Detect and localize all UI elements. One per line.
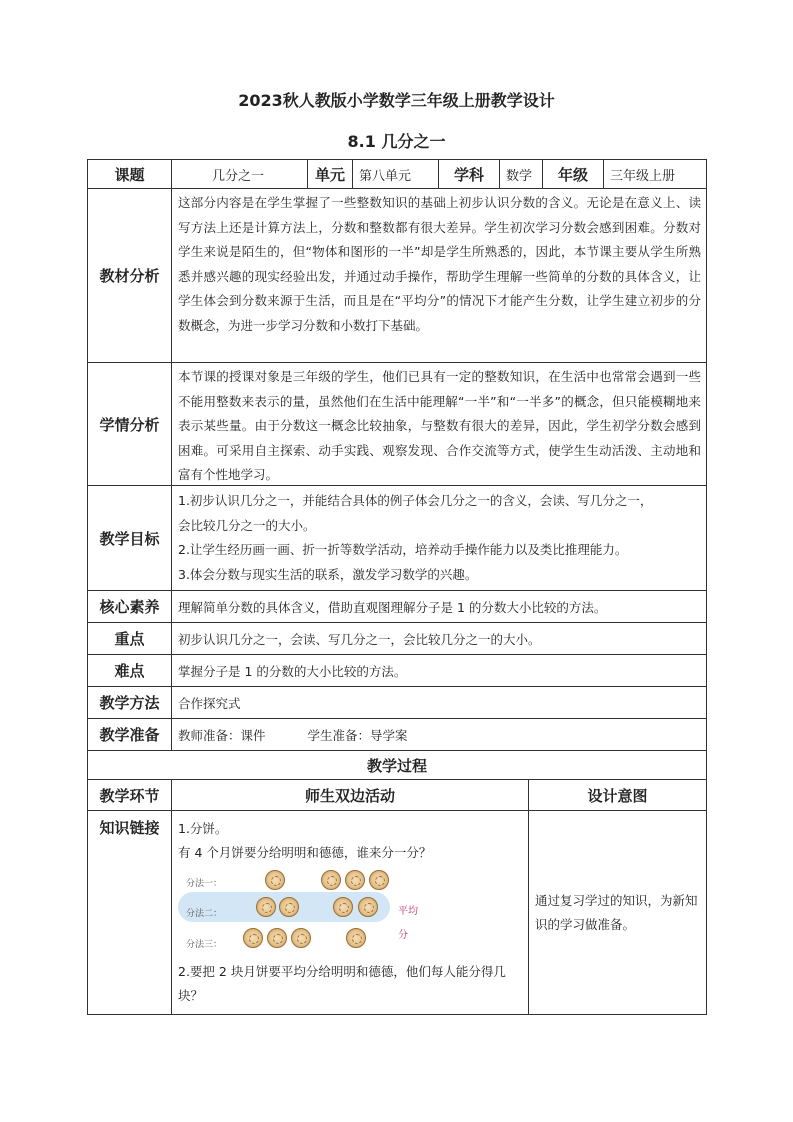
goal-line: 会比较几分之一的大小。	[178, 517, 316, 533]
grade-value: 三年级上册	[603, 159, 707, 189]
process-heading-row	[87, 750, 707, 780]
mooncake-icon	[267, 928, 287, 948]
method-text: 合作探究式	[171, 686, 707, 719]
mooncake-icon	[333, 897, 353, 917]
difficulty-text: 掌握分子是 1 的分数的大小比较的方法。	[171, 654, 707, 687]
process-row	[87, 810, 707, 1015]
prep-row	[87, 718, 707, 751]
goals-list	[171, 485, 707, 591]
prep-label: 教学准备	[87, 718, 172, 751]
students-text: 本节课的授课对象是三年级的学生，他们已具有一定的整数知识，在生活中也常常会遇到一些不能用整数来表示的量，虽然他们在生活中能理解“一半”和“一半多”的概念，但只能模糊地来表示某些量。由于分数这一概念比较抽象，与整数有很大的差异，因此，学生初学分数会感到困难。可采用自主探索、动手实践、观察发现、合作交流等方式，使学生生动活泼、主动地和富有个性地学习。	[171, 362, 707, 486]
activity-question: 2.要把 2 块月饼要平均分给明明和德德，他们每人能分得几块？	[178, 964, 506, 1003]
activity-item: 1.分饼。	[178, 821, 228, 836]
unit-value: 第八单元	[352, 159, 439, 189]
activity-column-header: 师生双边活动	[171, 779, 529, 811]
process-heading: 教学过程	[87, 750, 707, 780]
material-row	[87, 188, 707, 363]
goal-line: 2.让学生经历画一画、折一折等数学活动，培养动手操作能力以及类比推理能力。	[178, 542, 628, 557]
literacy-label: 核心素养	[87, 590, 172, 623]
mooncake-icon	[345, 870, 365, 890]
difficulty-label: 难点	[87, 654, 172, 687]
key-label: 重点	[87, 622, 172, 655]
material-text: 这部分内容是在学生掌握了一些整数知识的基础上初步认识分数的含义。无论是在意义上、读写方法上还是计算方法上，分数和整数都有很大差异。学生初次学习分数会感到困难。分数对学生来说是陌生的，但“物体和图形的一半”却是学生所熟悉的，因此，本节课主要从学生所熟悉并感兴趣的现实经验出发，并通过动手操作，帮助学生理解一些简单的分数的具体含义，让学生体会到分数来源于生活，而且是在“平均分”的情况下才能产生分数，让学生建立初步的分数概念，为进一步学习分数和小数打下基础。	[171, 188, 707, 363]
intent-text: 通过复习学过的知识，为新知识的学习做准备。	[528, 810, 707, 1015]
material-label: 教材分析	[87, 188, 172, 363]
goal-line: 1.初步认识几分之一，并能结合具体的例子体会几分之一的含义，会读、写几分之一，	[178, 493, 653, 508]
activity-cell	[171, 810, 529, 1015]
method-label: 分法二：	[186, 909, 223, 919]
goals-label: 教学目标	[87, 485, 172, 591]
method-label: 教学方法	[87, 686, 172, 719]
mooncake-icon	[358, 897, 378, 917]
process-columns-row	[87, 779, 707, 811]
topic-label: 课题	[87, 159, 172, 189]
info-row	[87, 159, 707, 189]
fair-share-label: 平均分	[398, 906, 418, 941]
prep-text	[171, 718, 707, 751]
lesson-title: 8.1 几分之一	[347, 132, 446, 151]
intent-column-header: 设计意图	[528, 779, 707, 811]
unit-label: 单元	[307, 159, 353, 189]
subject-label: 学科	[438, 159, 500, 189]
mooncake-icon	[321, 870, 341, 890]
key-text: 初步认识几分之一，会读、写几分之一，会比较几分之一的大小。	[171, 622, 707, 655]
cake-division-figure	[178, 868, 424, 956]
subject-value: 数学	[499, 159, 543, 189]
mooncake-icon	[243, 928, 263, 948]
difficulty-row	[87, 654, 707, 687]
key-row	[87, 622, 707, 655]
mooncake-icon	[291, 928, 311, 948]
mooncake-icon	[279, 897, 299, 917]
literacy-text: 理解简单分数的具体含义，借助直观图理解分子是 1 的分数大小比较的方法。	[171, 590, 707, 623]
student-prep: 学生准备：导学案	[307, 727, 408, 743]
method-label: 分法三：	[186, 940, 223, 950]
method-row	[87, 686, 707, 719]
students-label: 学情分析	[87, 362, 172, 486]
method-label: 分法一：	[186, 879, 223, 889]
mooncake-icon	[256, 897, 276, 917]
activity-question: 有 4 个月饼要分给明明和德德，谁来分一分？	[178, 844, 432, 860]
students-row	[87, 362, 707, 486]
stage-column-header: 教学环节	[87, 779, 172, 811]
mooncake-icon	[346, 928, 366, 948]
topic-value: 几分之一	[171, 159, 308, 189]
goal-line: 3.体会分数与现实生活的联系，激发学习数学的兴趣。	[178, 566, 478, 582]
teacher-prep: 教师准备：课件	[178, 727, 266, 743]
mooncake-icon	[369, 870, 389, 890]
mooncake-icon	[265, 870, 285, 890]
literacy-row	[87, 590, 707, 623]
goals-row	[87, 485, 707, 591]
document-title: 2023秋人教版小学数学三年级上册教学设计	[238, 91, 555, 110]
stage-name: 知识链接	[87, 810, 172, 1015]
grade-label: 年级	[542, 159, 604, 189]
